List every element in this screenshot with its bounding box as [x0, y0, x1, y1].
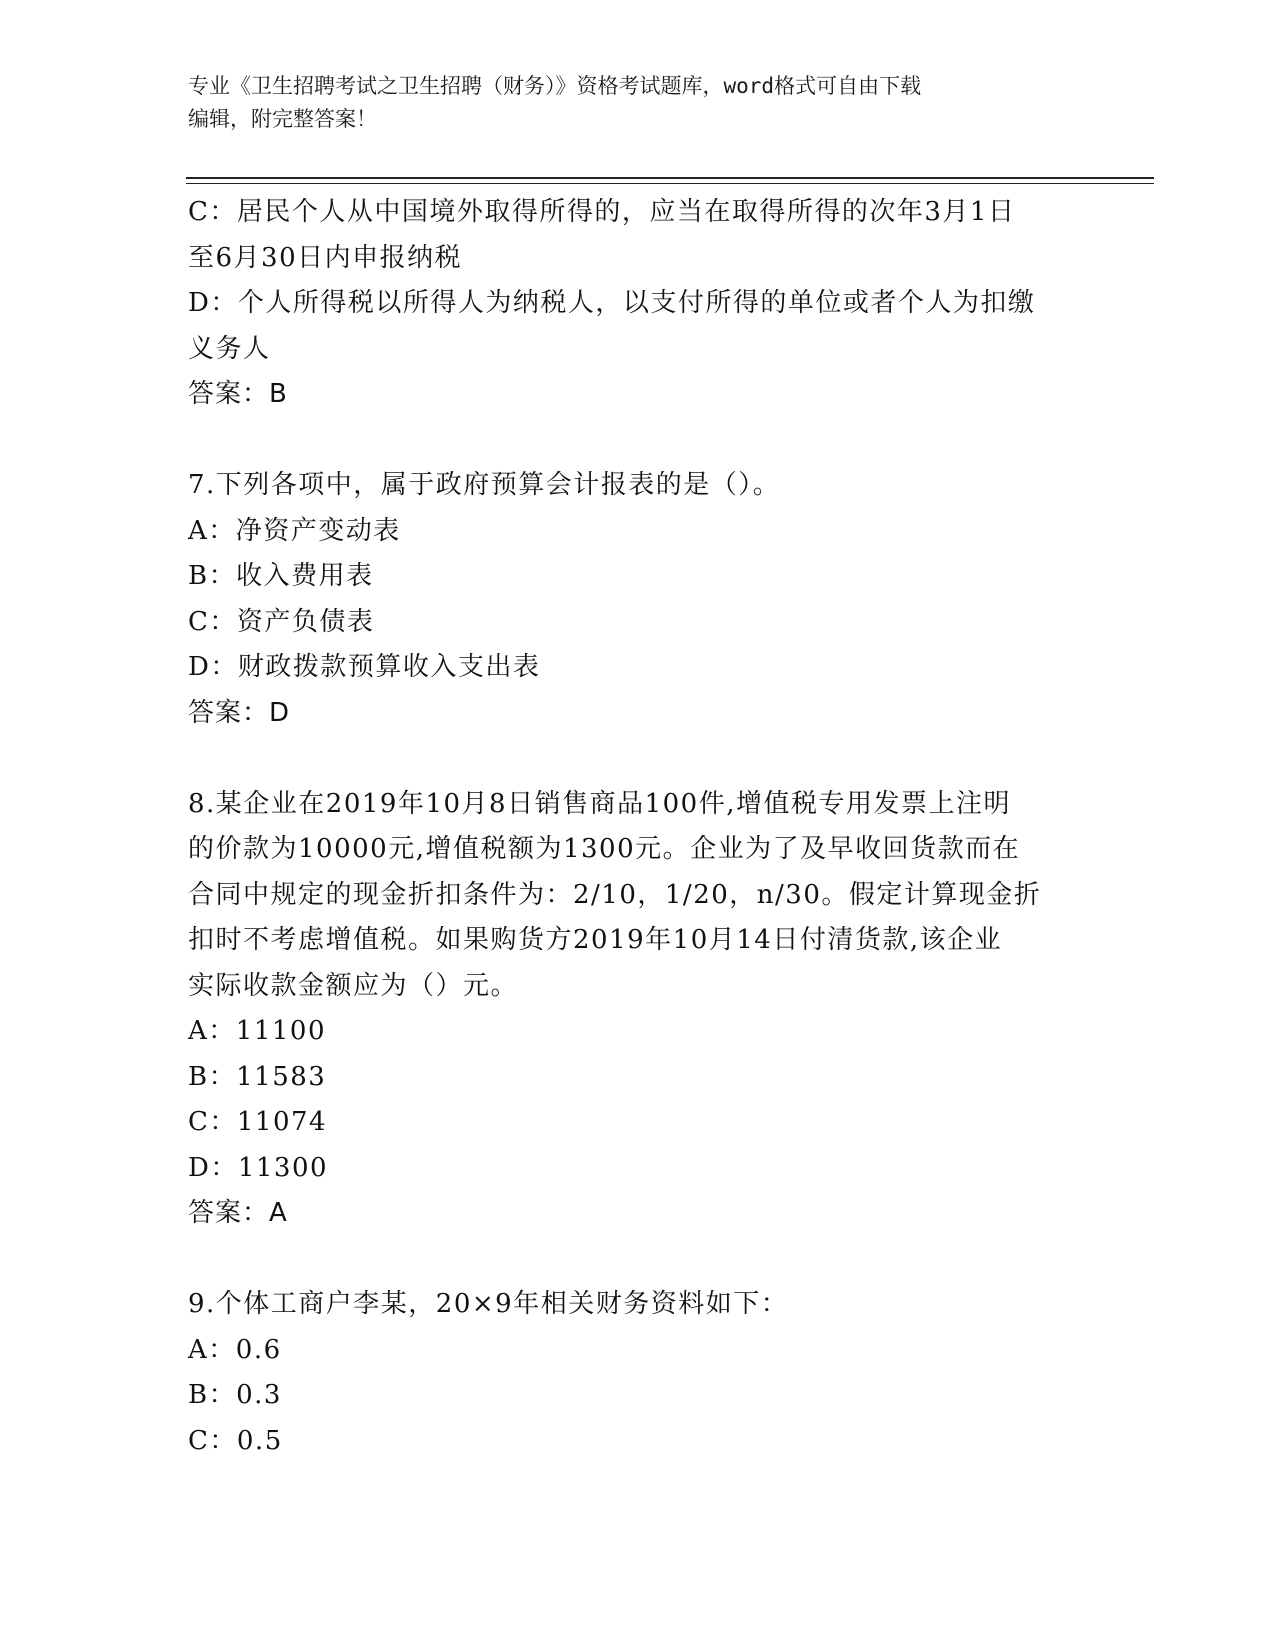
q7-question: 7.下列各项中，属于政府预算会计报表的是（）。	[188, 470, 781, 500]
q7-option-c: C：资产负债表	[188, 606, 375, 637]
q8-question-line-1: 8.某企业在2019年10月8日销售商品100件,增值税专用发票上注明	[188, 788, 1011, 819]
q8-question-line-4: 扣时不考虑增值税。如果购货方2019年10月14日付清货款,该企业	[188, 925, 1003, 955]
q8-option-c: C：11074	[188, 1107, 328, 1137]
header-divider-thick	[186, 177, 1154, 179]
document-body	[188, 190, 1088, 1464]
header-line-2: 编辑，附完整答案！	[188, 107, 377, 131]
q9-option-a: A：0.6	[188, 1334, 282, 1365]
q7-option-a: A：净资产变动表	[188, 515, 401, 546]
q7-answer: 答案：D	[188, 697, 291, 728]
q8-option-d: D：11300	[188, 1152, 329, 1183]
q8-question-line-2: 的价款为10000元,增值税额为1300元。企业为了及早收回货款而在	[188, 834, 1021, 864]
header-line-1: 专业《卫生招聘考试之卫生招聘（财务）》资格考试题库，word格式可自由下载	[188, 74, 922, 98]
q8-option-b: B：11583	[188, 1061, 327, 1092]
question-6-tail	[188, 190, 1088, 418]
q7-option-d: D：财政拨款预算收入支出表	[188, 652, 541, 682]
q7-option-b: B：收入费用表	[188, 561, 374, 591]
q9-option-b: B：0.3	[188, 1380, 282, 1410]
document-header	[188, 70, 1088, 136]
q6-option-c-line-2: 至6月30日内申报纳税	[188, 242, 463, 273]
q9-question: 9.个体工商户李某，20×9年相关财务资料如下：	[188, 1289, 789, 1319]
header-divider-thin	[186, 183, 1154, 184]
spacer	[188, 736, 1088, 782]
spacer	[188, 1237, 1088, 1283]
q9-option-c: C：0.5	[188, 1425, 283, 1456]
question-8	[188, 782, 1088, 1237]
q6-option-d-line-1: D：个人所得税以所得人为纳税人，以支付所得的单位或者个人为扣缴	[188, 288, 1036, 318]
q8-answer: 答案：A	[188, 1198, 288, 1228]
question-7	[188, 463, 1088, 736]
spacer	[188, 418, 1088, 464]
q8-option-a: A：11100	[188, 1016, 326, 1046]
q6-option-c-line-1: C：居民个人从中国境外取得所得的，应当在取得所得的次年3月1日	[188, 197, 1016, 227]
question-9	[188, 1282, 1088, 1464]
q6-answer: 答案：B	[188, 379, 288, 409]
q8-question-line-3: 合同中规定的现金折扣条件为：2/10，1/20，n/30。假定计算现金折	[188, 879, 1042, 910]
q8-question-line-5: 实际收款金额应为（）元。	[188, 970, 519, 1001]
q6-option-d-line-2: 义务人	[188, 333, 271, 364]
